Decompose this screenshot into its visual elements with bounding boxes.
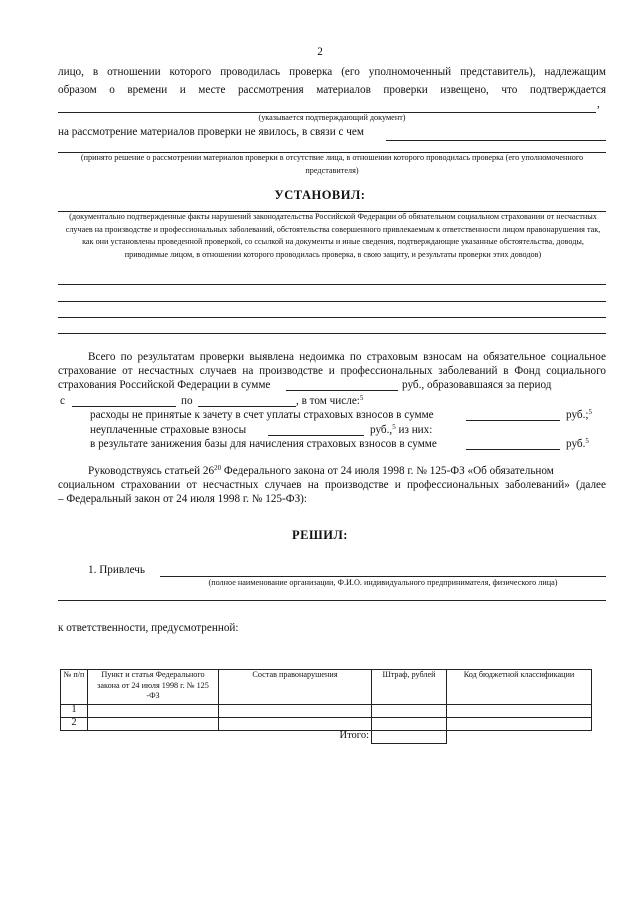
expenses-text: расходы не принятые к зачету в счет уплаты страховых взносов в сумме — [90, 409, 434, 421]
established-heading: УСТАНОВИЛ: — [274, 188, 366, 202]
blank-line-2 — [58, 301, 606, 302]
intro-line-2-end: , — [597, 98, 600, 110]
row-kbk — [447, 718, 592, 731]
period-from-label: с — [60, 395, 65, 407]
blank-line-4 — [58, 333, 606, 334]
liability-text: к ответственности, предусмотренной: — [58, 622, 239, 634]
page-number: 2 — [317, 46, 323, 58]
arrears-line-3-start: страхования Российской Федерации в сумме — [58, 379, 271, 391]
period-to-blank — [198, 406, 296, 407]
total-empty — [447, 731, 592, 744]
expenses-rub: руб.;$^5$ — [566, 408, 592, 421]
caption-decision: (принято решение о рассмотрении материалов проверки в отсутствие лица, в отношении которого проводилась проверка (его уполномоченного представителя) — [80, 153, 584, 175]
sum-blank — [286, 390, 398, 391]
attract-second-line — [58, 600, 606, 601]
header-kbk: Код бюджетной классификации — [447, 670, 592, 705]
unpaid-text: неуплаченные страховые взносы — [90, 424, 247, 436]
guided-line-3: – Федеральный закон от 24 июля 1998 г. № 125-ФЗ): — [58, 493, 308, 505]
row-article — [88, 718, 219, 731]
table-header-row — [61, 670, 592, 705]
period-from-blank — [72, 406, 176, 407]
row-fine — [372, 705, 447, 718]
guided-line-1: Руководствуясь статьей $26^{20}$ Федерального закона от 24 июля 1998 г. № 125-ФЗ «Об обязательном — [88, 464, 554, 477]
including-text: , в том числе:$^5$ — [296, 394, 364, 407]
understatement-rub: руб.$^5$ — [566, 437, 589, 450]
blank-line-3 — [58, 317, 606, 318]
not-appeared-text: на рассмотрение материалов проверки не явилось, в связи с чем — [58, 126, 364, 138]
understatement-text: в результате занижения базы для начисления страховых взносов в сумме — [90, 438, 437, 450]
caption-name: (полное наименование организации, Ф.И.О. индивидуального предпринимателя, физического лица) — [208, 578, 558, 587]
unpaid-blank — [268, 435, 364, 436]
row-num: 1 — [61, 705, 88, 718]
row-fine — [372, 718, 447, 731]
header-offense: Состав правонарушения — [219, 670, 372, 705]
intro-line-1: лицо, в отношении которого проводилась проверка (его уполномоченный представитель), надлежащим — [58, 66, 606, 78]
arrears-line-2: страхование от несчастных случаев на производстве и профессиональных заболеваний в Фонд социального — [58, 365, 606, 377]
caption-document: (указывается подтверждающий документ) — [258, 113, 406, 122]
arrears-line-3-end: руб., образовавшаяся за период — [402, 379, 552, 391]
arrears-line-1: Всего по результатам проверки выявлена недоимка по страховым взносам на обязательное социальное — [88, 351, 606, 363]
reason-blank-line — [386, 140, 606, 141]
attract-label: 1. Привлечь — [88, 564, 145, 576]
table-total-row — [61, 731, 592, 744]
total-label: Итого: — [61, 731, 372, 744]
decided-heading: РЕШИЛ: — [292, 528, 348, 542]
row-offense — [219, 705, 372, 718]
header-num: № п/п — [61, 670, 88, 705]
penalty-table — [60, 669, 592, 744]
intro-line-2: образом о времени и месте рассмотрения материалов проверки извещено, что подтверждается — [58, 84, 606, 96]
unpaid-rub: руб.,$^5$ из них: — [370, 423, 433, 436]
attract-blank-line — [160, 576, 606, 577]
header-fine: Штраф, рублей — [372, 670, 447, 705]
established-caption: (документально подтвержденные факты нарушений законодательства Российской Федерации об обязательном социальном страховании от несчастных случаев на производстве и профессиональных заболеваний, обстоятельства совершенного привлекаемым к ответственности лицом правонарушения так, как они установлены проведенной проверкой, со ссылкой на документы и иные сведения, подтверждающие указанные обстоятельства, доводы, приводимые лицом, в отношении которого проводилась проверка, в свою защиту, и результаты проверки этих доводов) — [65, 212, 601, 259]
total-value — [372, 731, 447, 744]
blank-line-1 — [58, 284, 606, 285]
understatement-blank — [466, 449, 560, 450]
row-offense — [219, 718, 372, 731]
row-num: 2 — [61, 718, 88, 731]
row-article — [88, 705, 219, 718]
period-to-label: по — [181, 395, 193, 407]
guided-line-2: социальном страховании от несчастных случаев на производстве и профессиональных заболеваний» (далее — [58, 479, 606, 491]
row-kbk — [447, 705, 592, 718]
table-row — [61, 705, 592, 718]
expenses-blank — [466, 420, 560, 421]
table-row — [61, 718, 592, 731]
header-article: Пункт и статья Федерального закона от 24 июля 1998 г. № 125 -ФЗ — [88, 670, 219, 705]
